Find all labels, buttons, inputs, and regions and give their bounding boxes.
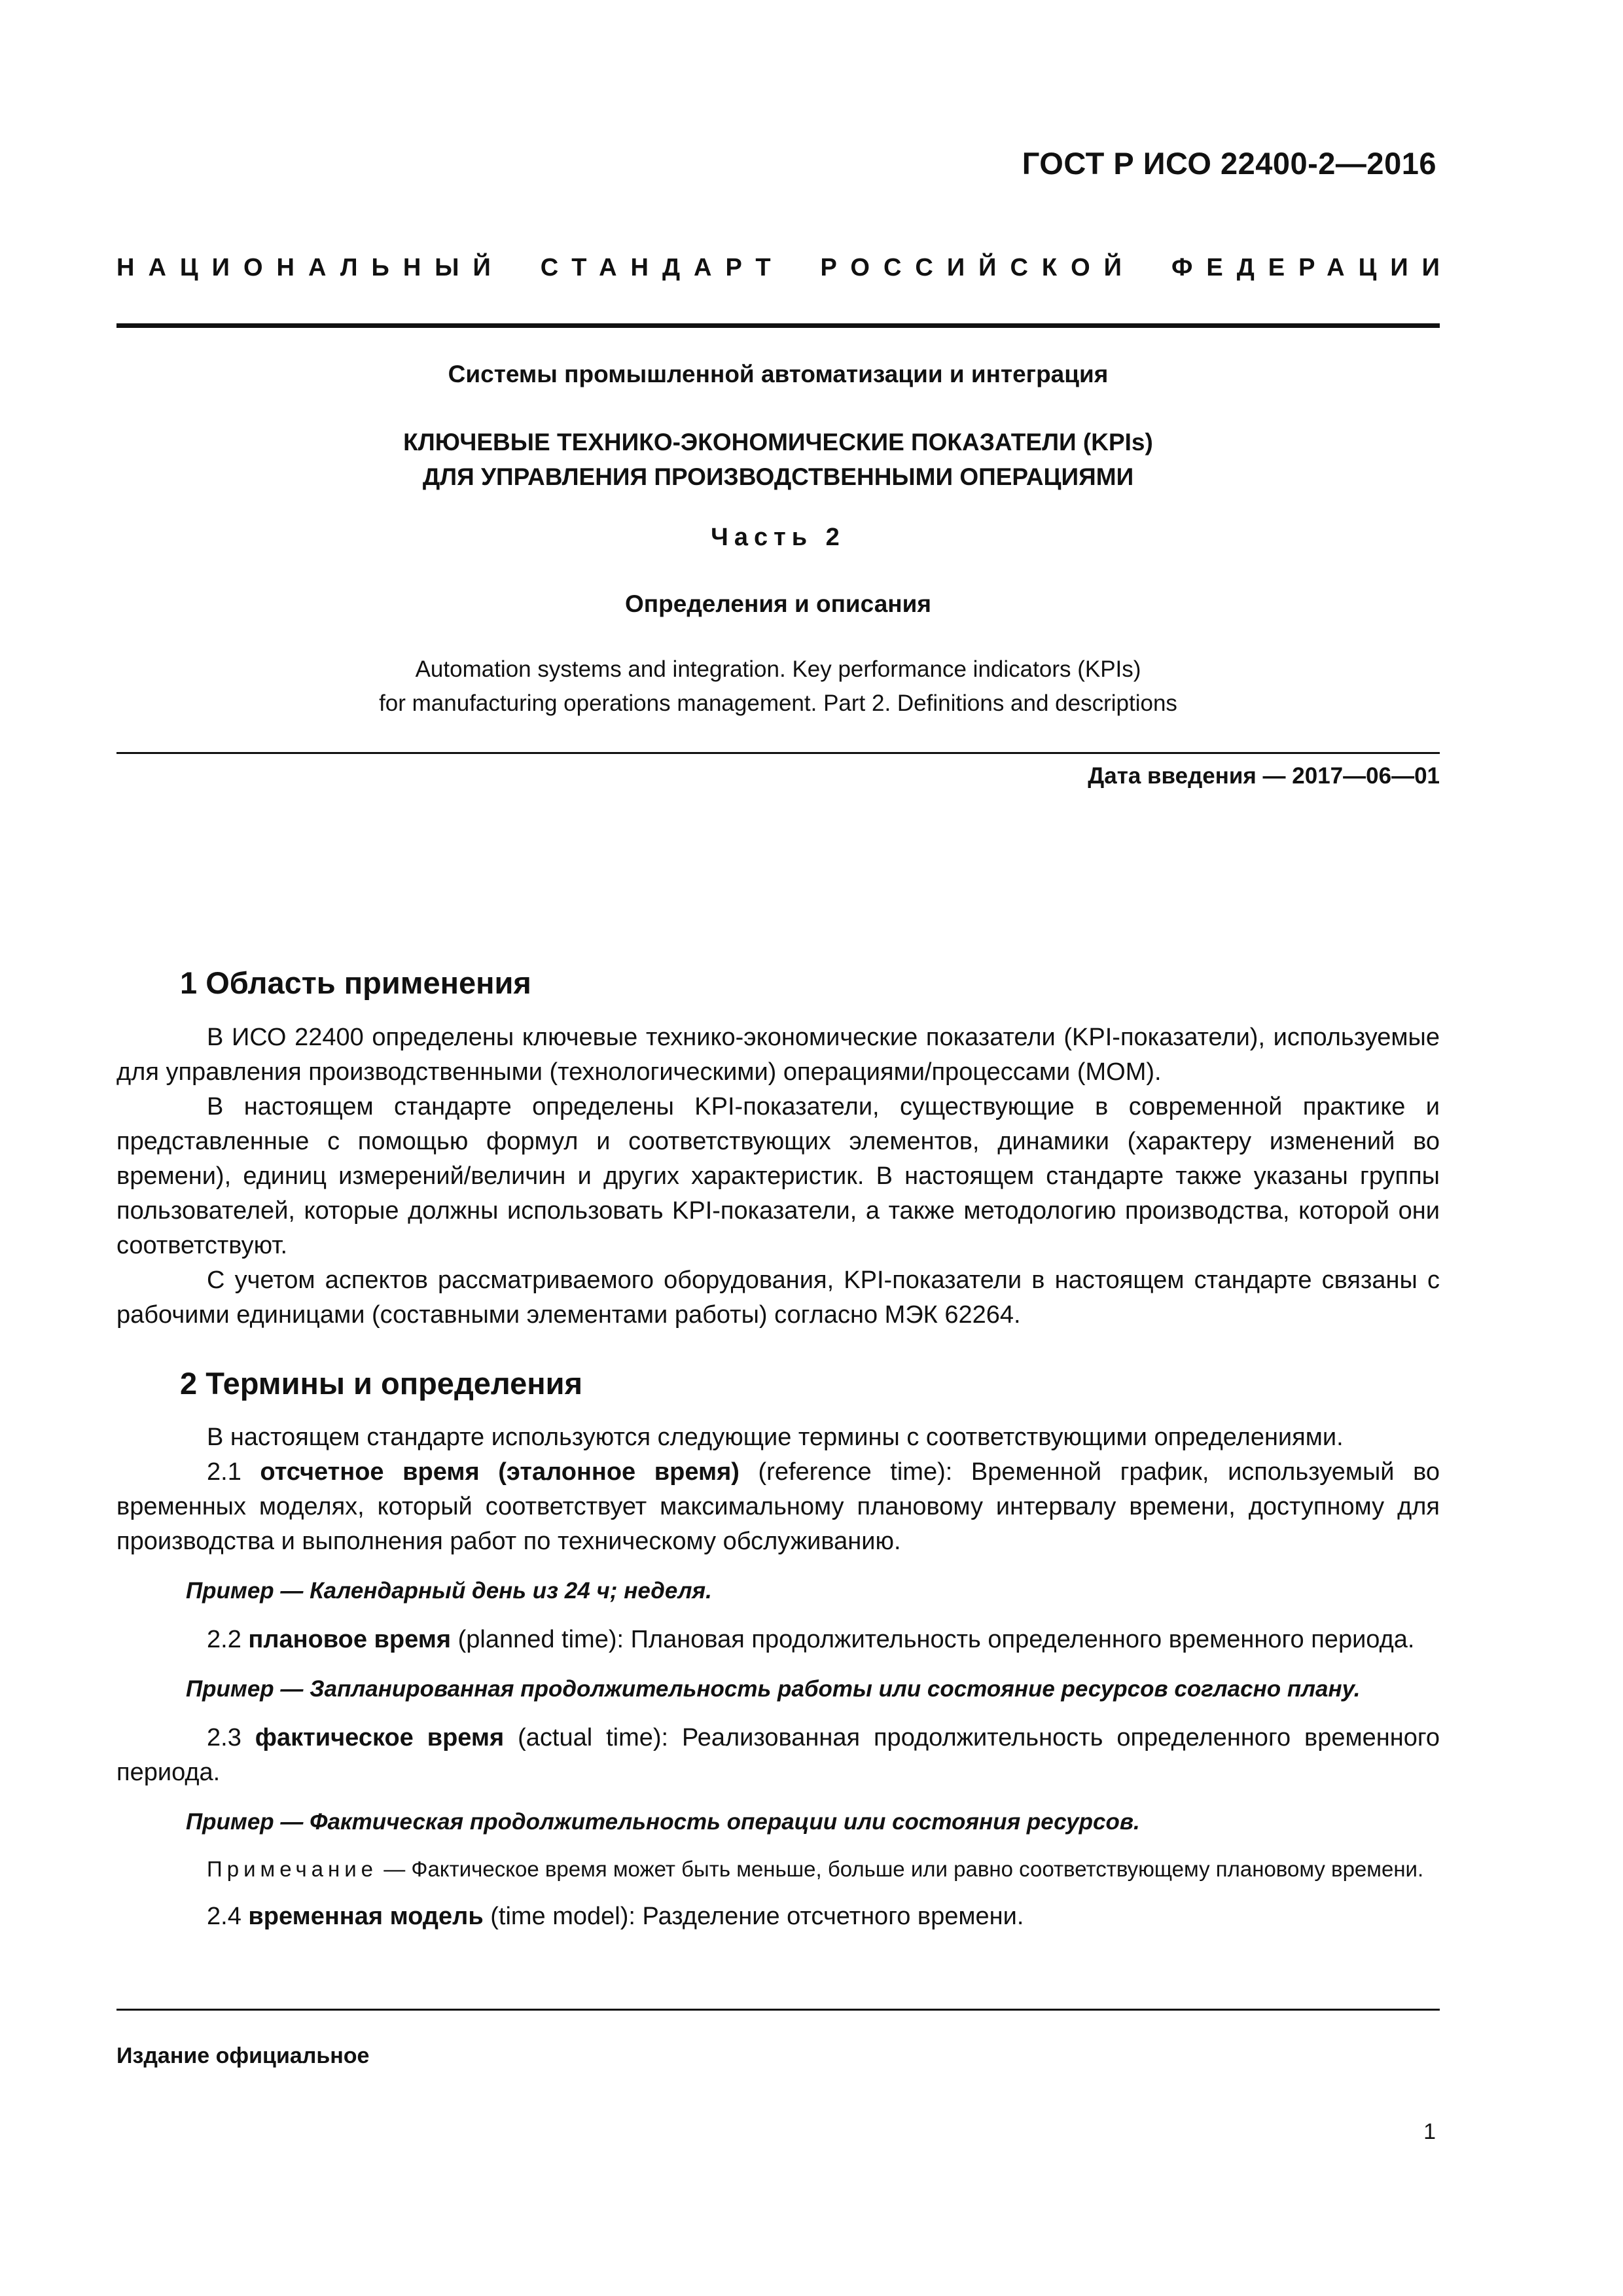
banner-word: РОССИЙСКОЙ: [820, 254, 1135, 281]
title-kpi-line1: КЛЮЧЕВЫЕ ТЕХНИКО-ЭКОНОМИЧЕСКИЕ ПОКАЗАТЕЛИ (KPIs): [403, 429, 1153, 456]
note: [116, 1854, 1440, 1885]
title-english-line2: for manufacturing operations management. Part 2. Definitions and descriptions: [379, 691, 1177, 716]
title-english: [116, 653, 1440, 721]
title-divider: [116, 752, 1440, 754]
title-definitions: Определения и описания: [625, 590, 931, 617]
term-name: плановое время: [248, 1626, 452, 1653]
introduction-date: Дата введения — 2017—06—01: [1088, 763, 1440, 789]
term-text: (reference time): Временной график, используемый во временных моделях, который соответствует максимальному плановому интервалу времени, доступному для производства и выполнения работ по техническому обслуживанию.: [116, 1458, 1440, 1555]
paragraph: В настоящем стандарте определены KPI-показатели, существующие в современной практике и представленные с помощью формул и соответствующих элементов, динамики (характеру изменений во времени), единиц измерений/величин и других характеристик. В настоящем стандарте также указаны группы пользователей, которые должны использовать KPI-показатели, а также методологию производства, которой они соответствуют.: [116, 1093, 1440, 1259]
note-label: Примечание: [207, 1857, 378, 1881]
title-kpi: [116, 425, 1440, 494]
term-text: (time model): Разделение отсчетного времени.: [490, 1903, 1024, 1930]
term-definition: [116, 1455, 1440, 1559]
term-name: временная модель: [248, 1903, 484, 1930]
title-kpi-line2: ДЛЯ УПРАВЛЕНИЯ ПРОИЗВОДСТВЕННЫМИ ОПЕРАЦИЯМИ: [422, 463, 1134, 490]
standard-code: ГОСТ Р ИСО 22400-2—2016: [1022, 146, 1436, 181]
term-name: отсчетное время (эталонное время): [260, 1458, 740, 1486]
section-scope-body: [116, 1020, 1440, 1333]
section-heading-scope: 1 Область применения: [180, 965, 531, 1000]
term-text: (actual time): Реализованная продолжительность определенного временного периода.: [116, 1724, 1440, 1786]
term-number: 2.3: [207, 1724, 241, 1751]
national-standard-banner: [116, 254, 1454, 282]
term-number: 2.4: [207, 1903, 241, 1930]
example: Пример — Календарный день из 24 ч; неделя.: [186, 1578, 712, 1604]
term-definition: [116, 1721, 1440, 1790]
banner-word: СТАНДАРТ: [540, 254, 785, 281]
paragraph: В настоящем стандарте используются следующие термины с соответствующими определениями.: [207, 1424, 1344, 1451]
term-definition: [116, 1623, 1440, 1657]
term-number: 2.2: [207, 1626, 241, 1653]
term-name: фактическое время: [255, 1724, 505, 1751]
note-text: — Фактическое время может быть меньше, больше или равно соответствующему плановому времени.: [383, 1857, 1424, 1881]
header-divider: [116, 323, 1440, 328]
paragraph: С учетом аспектов рассматриваемого оборудования, KPI-показатели в настоящем стандарте связаны с рабочими единицами (составными элементами работы) согласно МЭК 62264.: [116, 1266, 1440, 1329]
edition-label: Издание официальное: [116, 2043, 370, 2068]
title-english-line1: Automation systems and integration. Key performance indicators (KPIs): [415, 656, 1141, 682]
term-definition: [116, 1899, 1440, 1934]
example: Пример — Фактическая продолжительность операции или состояния ресурсов.: [186, 1809, 1140, 1835]
term-number: 2.1: [207, 1458, 241, 1486]
page-number: 1: [1423, 2119, 1436, 2144]
section-heading-terms: 2 Термины и определения: [180, 1366, 582, 1401]
title-part: Часть 2: [711, 524, 846, 551]
example: Пример — Запланированная продолжительность работы или состояние ресурсов согласно плану.: [186, 1676, 1361, 1702]
banner-word: ФЕДЕРАЦИИ: [1171, 254, 1454, 281]
banner-word: НАЦИОНАЛЬНЫЙ: [116, 254, 505, 281]
title-systems: Системы промышленной автоматизации и интеграция: [448, 361, 1109, 387]
footer-divider: [116, 2009, 1440, 2011]
paragraph: В ИСО 22400 определены ключевые технико-экономические показатели (KPI-показатели), используемые для управления производственными (технологическими) операциями/процессами (MOM).: [116, 1024, 1440, 1086]
term-text: (planned time): Плановая продолжительность определенного временного периода.: [457, 1626, 1415, 1653]
section-terms-body: [116, 1420, 1440, 1934]
